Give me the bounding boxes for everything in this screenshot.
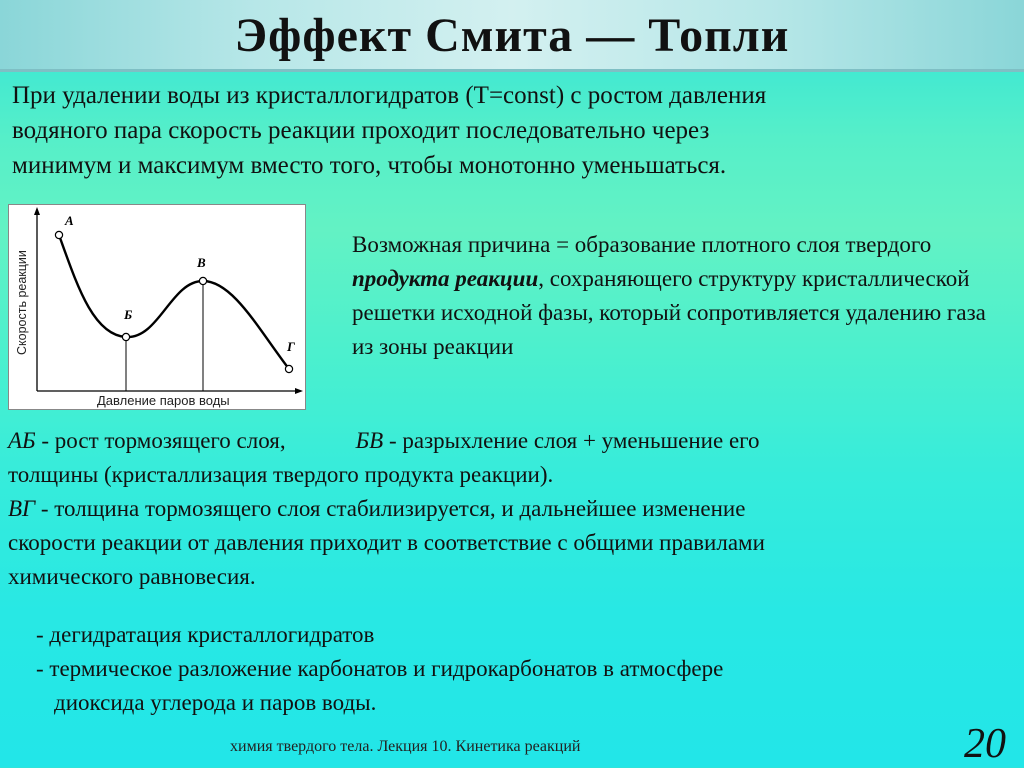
examples-list: [36, 618, 996, 720]
point-v-marker: [199, 277, 206, 284]
intro-line-1: При удалении воды из кристаллогидратов (T=const) с ростом давления: [12, 82, 767, 109]
segment-ab-bv-line: [8, 424, 1012, 458]
segment-bv-continuation: толщины (кристаллизация твердого продукта реакции).: [8, 462, 554, 487]
y-axis-label: Скорость реакции: [15, 250, 29, 355]
point-g-marker: [285, 365, 292, 372]
x-axis-arrow: [295, 388, 303, 394]
segments-explanation: [8, 424, 1012, 594]
segment-ab-label: АБ: [8, 428, 36, 453]
segment-vg-text: - толщина тормозящего слоя стабилизируется, и дальнейшее изменение: [35, 496, 746, 521]
segment-bv-text: - разрыхление слоя + уменьшение его: [383, 428, 760, 453]
page-number: 20: [964, 721, 1006, 767]
cause-text-end: , сохраняющего структуру кристаллической решетки исходной фазы, который сопротивляется удалению газа из зоны реакции: [352, 266, 986, 359]
rate-pressure-figure: [8, 204, 306, 410]
segment-vg-continuation-1: скорости реакции от давления приходит в соответствие с общими правилами: [8, 530, 765, 555]
point-b-label: Б: [124, 307, 133, 322]
segment-ab-text: - рост тормозящего слоя,: [35, 428, 286, 453]
intro-line-2: водяного пара скорость реакции проходит последовательно через: [12, 117, 710, 144]
possible-cause-paragraph: [352, 228, 1012, 364]
segment-vg-continuation-2: химического равновесия.: [8, 564, 256, 589]
example-item-1: - дегидратация кристаллогидратов: [36, 622, 375, 647]
segment-vg-label: ВГ: [8, 496, 36, 521]
rate-pressure-chart: [9, 205, 305, 409]
intro-line-3: минимум и максимум вместо того, чтобы монотонно уменьшаться.: [12, 152, 727, 179]
intro-paragraph: [12, 78, 1012, 183]
segment-vg-line: [8, 492, 1012, 526]
title-bar: [0, 0, 1024, 72]
example-item-2-continuation: диоксида углерода и паров воды.: [54, 690, 377, 715]
x-axis-label: Давление паров воды: [97, 393, 230, 408]
point-b-marker: [122, 333, 129, 340]
point-g-label: Г: [287, 339, 295, 354]
slide-footer: химия твердого тела. Лекция 10. Кинетика реакций: [230, 738, 581, 755]
y-axis-arrow: [34, 207, 40, 215]
rate-curve: [59, 235, 289, 369]
point-a-label: А: [65, 213, 74, 228]
point-a-marker: [55, 231, 62, 238]
cause-text-emphasis: продукта реакции: [352, 266, 539, 291]
segment-bv-label: БВ: [355, 428, 384, 453]
slide-title: Эффект Смита — Топли: [234, 9, 790, 62]
example-item-2: - термическое разложение карбонатов и гидрокарбонатов в атмосфере: [36, 656, 724, 681]
point-v-label: В: [197, 255, 206, 270]
cause-text-start: Возможная причина = образование плотного слоя твердого: [352, 232, 932, 257]
